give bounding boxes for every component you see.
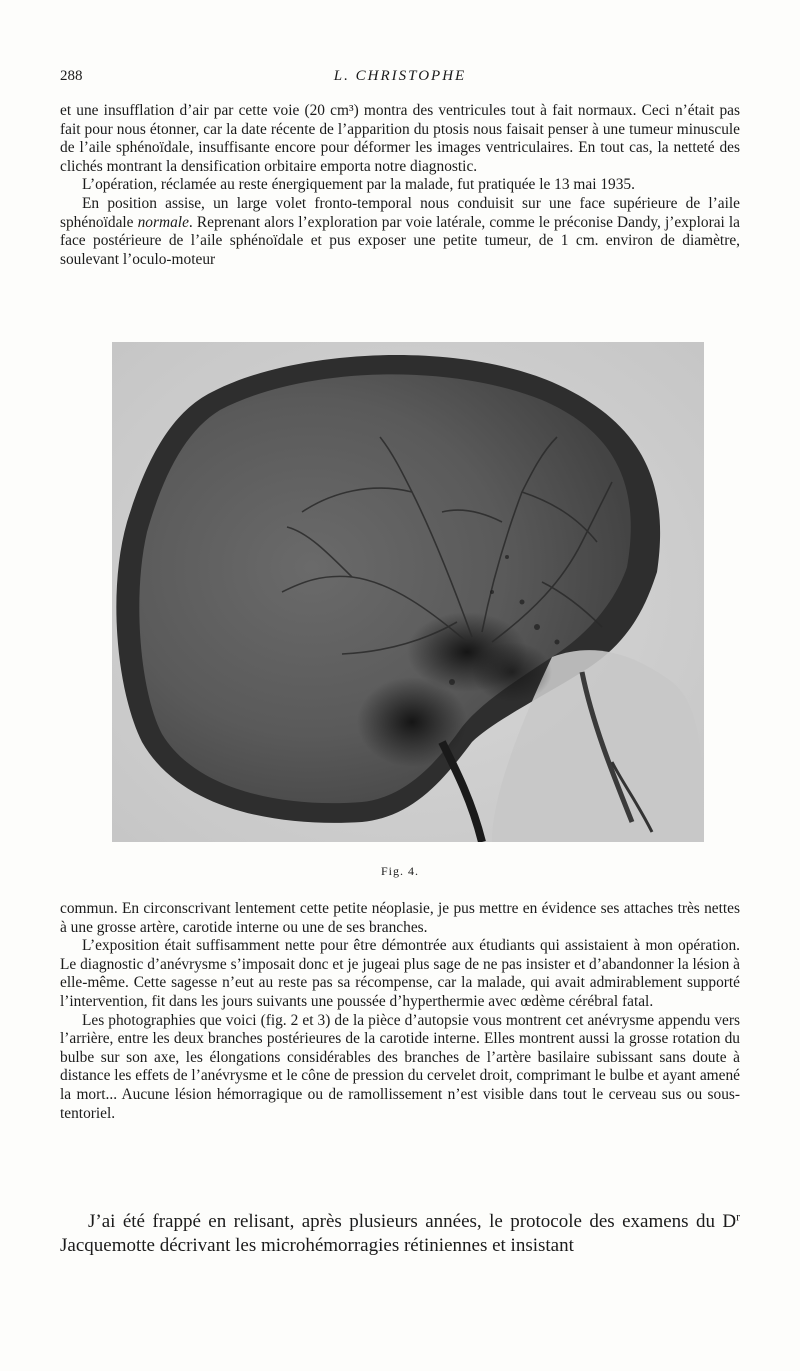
page-header bbox=[60, 68, 740, 90]
paragraph bbox=[60, 1210, 740, 1258]
text-block-top bbox=[60, 102, 740, 269]
superscript: r bbox=[736, 1210, 740, 1224]
paragraph: L’exposition était suffisamment nette pour être démontrée aux étudiants qui assistaient à mon opération. Le diagnostic d’anévrysme s’imposait donc et je jugeai plus sage de ne pas insister et d’abandonner la lésion à elle-même. Cette sagesse n’eut au reste pas sa récompense, car la malade, qui avait admirablement supporté l’intervention, fit dans les jours suivants une poussée d’hyperthermie avec œdème cérébral fatal. bbox=[60, 937, 740, 1010]
figure-caption: Fig. 4. bbox=[380, 864, 419, 878]
paragraph: L’opération, réclamée au reste énergiquement par la malade, fut pratiquée le 13 mai 1935. bbox=[82, 176, 635, 194]
text-run: En position assise, un large volet fronto-temporal nous conduisit sur une face supérieure de l’aile sphénoïdale bbox=[60, 194, 740, 231]
italic-word: normale bbox=[137, 213, 189, 231]
text-run: . Reprenant alors l’exploration par voie latérale, comme le préconise Dandy, j’explorai la face postérieure de l’aile sphénoïdale et pus exposer une petite tumeur, de 1 cm. environ de diamètre, soulevant l’oculo-moteur bbox=[60, 213, 741, 268]
page-number: 288 bbox=[60, 68, 83, 84]
angiogram-figure bbox=[112, 342, 704, 842]
paragraph: Les photographies que voici (fig. 2 et 3) de la pièce d’autopsie vous montrent cet anévrysme appendu vers l’arrière, entre les deux branches postérieures de la carotide interne. Elles montrent aussi la grosse rotation du bulbe sur son axe, les élongations considérables des branches de l’artère basilaire subissant sans doute à distance les effets de l’anévrysme et le cône de pression du cervelet droit, comprimant le bulbe et ayant amené la mort... Aucune lésion hémorragique ou de ramollissement n’est visible dans tout le cerveau sus ou sous-tentoriel. bbox=[60, 1011, 740, 1122]
text-run: J’ai été frappé en relisant, après plusieurs années, le protocole des examens du D bbox=[88, 1211, 737, 1232]
paragraph bbox=[60, 195, 740, 269]
text-block-bottom bbox=[60, 900, 740, 1123]
running-head: L. CHRISTOPHE bbox=[333, 68, 467, 84]
skull-angiogram-image bbox=[112, 342, 704, 842]
paragraph: et une insufflation d’air par cette voie (20 cm³) montra des ventricules tout à fait normaux. Ceci n’était pas fait pour nous étonner, car la date récente de l’apparition du ptosis nous faisait penser à une tumeur minuscule de l’aile sphénoïdale, insuffisante encore pour déformer les images ventriculaires. En tout cas, la netteté des clichés montrant la densification orbitaire emporta notre diagnostic. bbox=[60, 102, 740, 175]
text-block-large bbox=[60, 1210, 740, 1258]
paragraph: commun. En circonscrivant lentement cette petite néoplasie, je pus mettre en évidence ses attaches très nettes à une grosse artère, carotide interne ou une de ses branches. bbox=[60, 900, 740, 936]
text-run: Jacquemotte décrivant les microhémorragies rétiniennes et insistant bbox=[60, 1235, 574, 1256]
